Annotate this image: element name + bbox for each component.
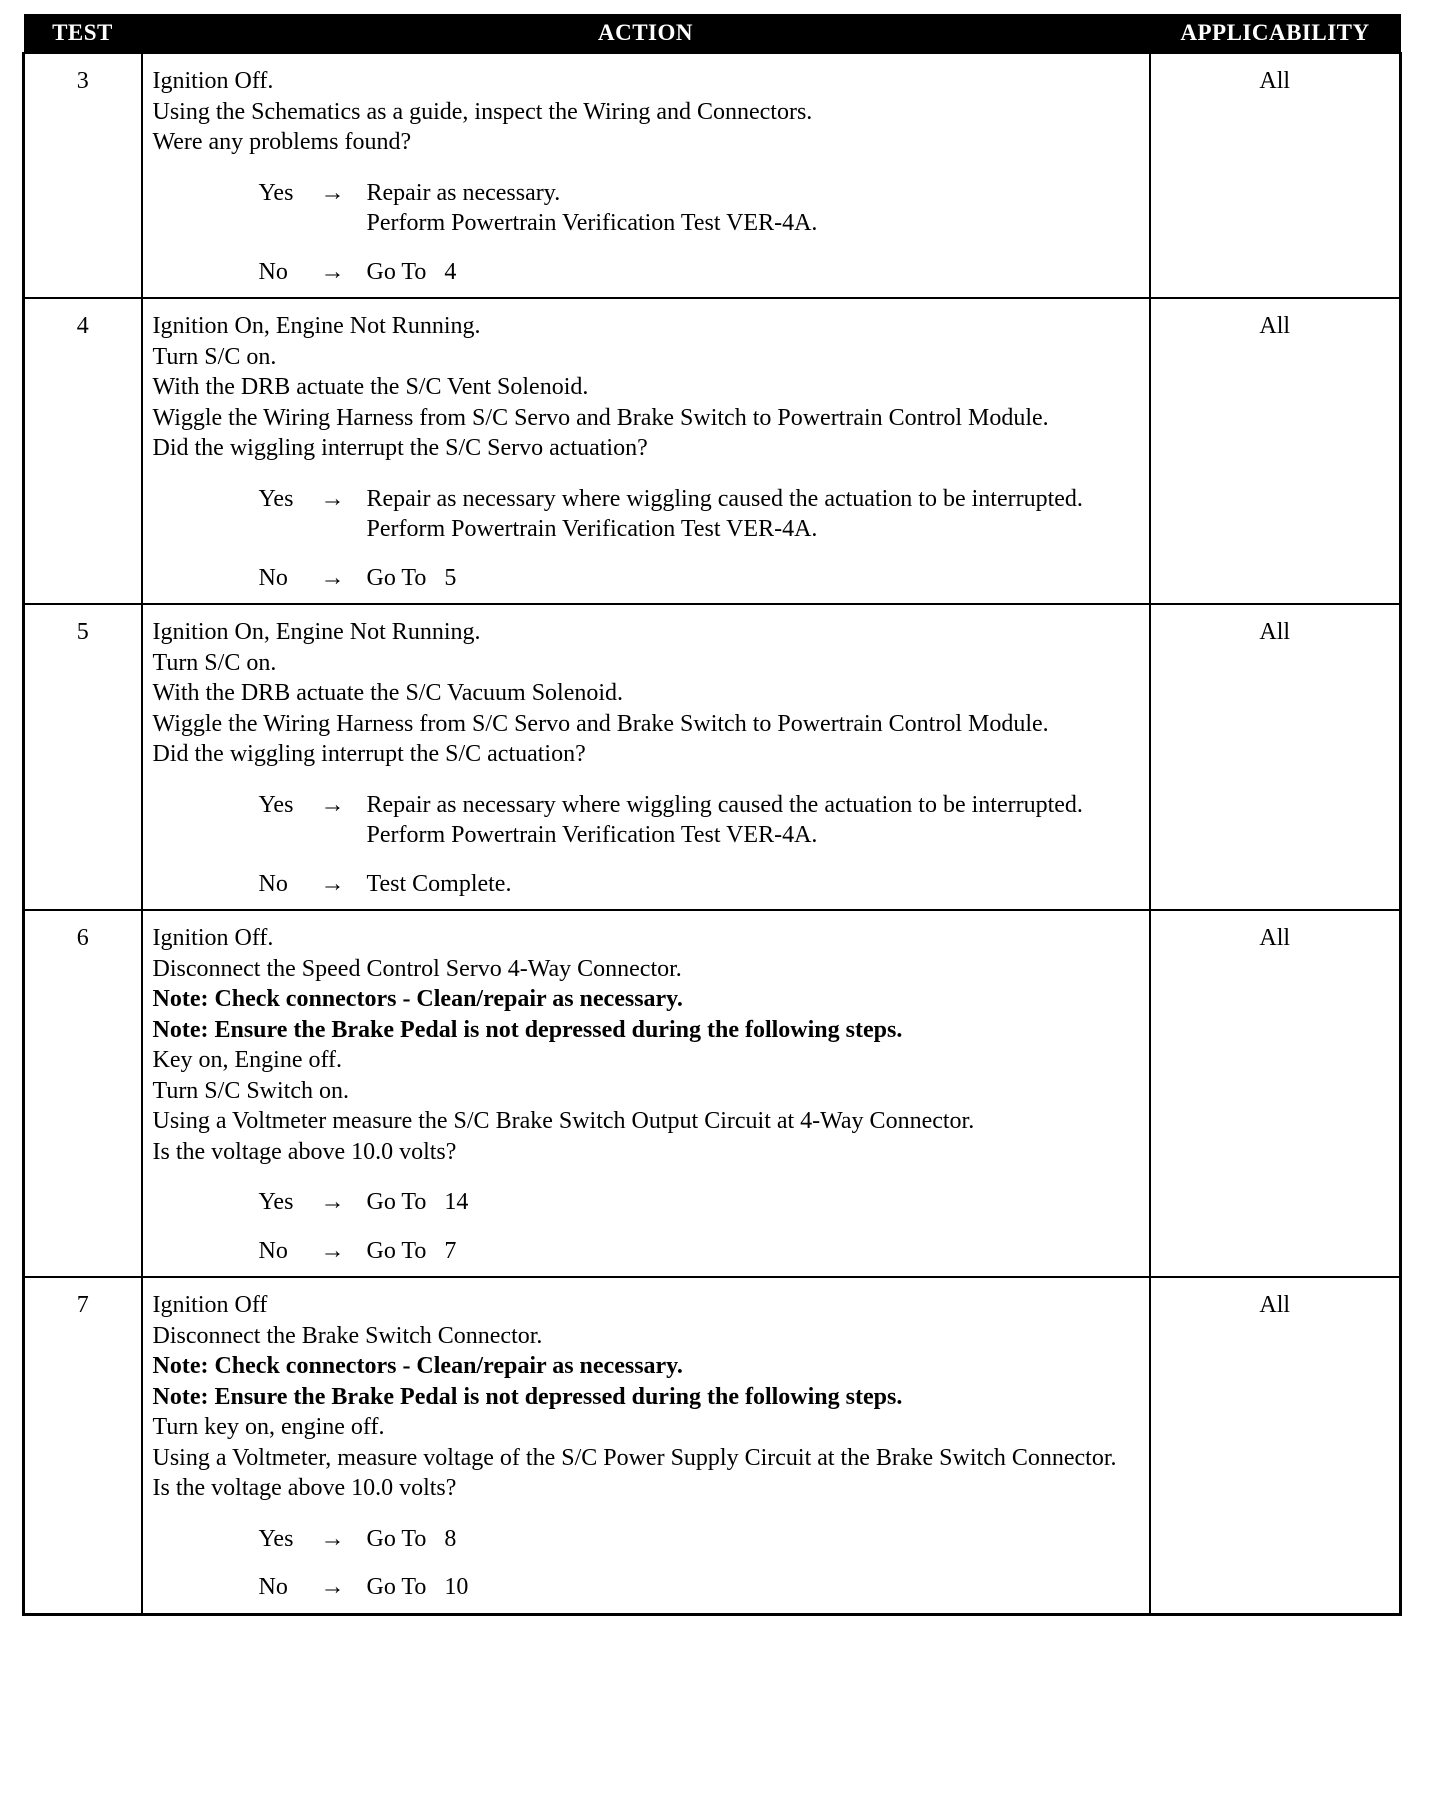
action-step: Ignition Off.: [152, 925, 274, 951]
branch-text: Perform Powertrain Verification Test VER-4A.: [366, 516, 818, 542]
note-text: Note: Ensure the Brake Pedal is not depressed during the following steps.: [152, 1383, 903, 1410]
table-row: [24, 910, 1401, 1277]
test-number: 4: [24, 298, 142, 604]
branch-text: Repair as necessary where wiggling caused the actuation to be interrupted.: [366, 485, 1083, 512]
note-text: Note: Check connectors - Clean/repair as necessary.: [152, 1353, 683, 1379]
applicability-value: All: [1150, 1277, 1401, 1614]
arrow-icon: →: [320, 791, 345, 818]
action-step: Ignition On, Engine Not Running.: [152, 619, 481, 645]
no-branch: [153, 563, 1143, 594]
branch-text: Go To 14: [366, 1189, 469, 1215]
action-step: Key on, Engine off.: [152, 1047, 343, 1073]
table-row: [24, 604, 1401, 910]
action-cell: [142, 910, 1150, 1277]
arrow-icon: →: [320, 1237, 345, 1264]
arrow-icon: →: [320, 870, 345, 897]
action-step: Ignition On, Engine Not Running.: [152, 313, 481, 339]
branch-label: No: [258, 1574, 288, 1600]
action-step: Ignition Off.: [152, 68, 274, 94]
action-cell: [142, 53, 1150, 298]
branch-label: No: [258, 564, 288, 591]
action-step: Were any problems found?: [152, 129, 412, 155]
branch-label: No: [258, 870, 288, 897]
no-branch: [153, 869, 1143, 900]
branch-text: Go To 10: [366, 1574, 469, 1600]
action-step: With the DRB actuate the S/C Vent Solenoid.: [152, 374, 589, 400]
table-row: [24, 298, 1401, 604]
arrow-icon: →: [320, 1574, 345, 1600]
action-step: Did the wiggling interrupt the S/C Servo actuation?: [152, 435, 648, 461]
applicability-value: All: [1150, 53, 1401, 298]
yes-branch: [153, 178, 1143, 239]
branch-instruction: [367, 563, 1143, 594]
table-row: [24, 1277, 1401, 1614]
branch-instruction: [367, 257, 1143, 288]
action-step: Wiggle the Wiring Harness from S/C Servo and Brake Switch to Powertrain Control Module.: [152, 404, 1049, 431]
branch-label: No: [258, 258, 288, 285]
table-body: [24, 53, 1401, 1614]
branch-label: Yes: [258, 179, 294, 206]
branch-text: Go To 8: [366, 1525, 457, 1552]
test-number: 5: [24, 604, 142, 910]
applicability-value: All: [1150, 604, 1401, 910]
note-text: Note: Check connectors - Clean/repair as necessary.: [152, 986, 683, 1012]
applicability-value: All: [1150, 910, 1401, 1277]
branch-label: Yes: [258, 791, 294, 818]
branch-label: Yes: [258, 1525, 294, 1552]
branch-text: Go To 5: [366, 564, 457, 591]
action-step: Ignition Off: [152, 1292, 268, 1318]
branch-instruction: [367, 1236, 1143, 1267]
action-step: Using a Voltmeter, measure voltage of the S/C Power Supply Circuit at the Brake Switch Connector.: [152, 1444, 1117, 1471]
branch-instruction: [367, 1187, 1143, 1218]
action-step: Disconnect the Speed Control Servo 4-Way Connector.: [152, 955, 682, 982]
branch-instruction: [367, 484, 1143, 545]
yes-branch: [153, 484, 1143, 545]
action-step: Is the voltage above 10.0 volts?: [152, 1138, 457, 1165]
branch-label: Yes: [258, 485, 294, 512]
branch-instruction: [367, 790, 1143, 851]
branch-instruction: [367, 869, 1143, 900]
action-step: Turn S/C Switch on.: [152, 1077, 349, 1104]
branch-instruction: [367, 178, 1143, 239]
branch-text: Test Complete.: [366, 870, 512, 897]
action-cell: [142, 1277, 1150, 1614]
test-number: 7: [24, 1277, 142, 1614]
diagnostic-test-table: [22, 14, 1402, 1616]
yes-branch: [153, 1524, 1143, 1555]
branch-label: Yes: [258, 1189, 294, 1215]
action-step: Turn S/C on.: [152, 343, 277, 370]
arrow-icon: →: [320, 1525, 345, 1552]
no-branch: [153, 1236, 1143, 1267]
arrow-icon: →: [320, 179, 345, 206]
table-row: [24, 53, 1401, 298]
test-number: 6: [24, 910, 142, 1277]
table-header-row: [24, 14, 1401, 53]
arrow-icon: →: [320, 258, 345, 285]
header-test: TEST: [24, 14, 142, 53]
action-step: Did the wiggling interrupt the S/C actuation?: [152, 741, 586, 767]
branch-instruction: [367, 1572, 1143, 1603]
branch-text: Go To 7: [366, 1237, 457, 1264]
action-step: Turn key on, engine off.: [152, 1414, 385, 1440]
action-step: Using the Schematics as a guide, inspect the Wiring and Connectors.: [152, 98, 813, 125]
action-step: Wiggle the Wiring Harness from S/C Servo and Brake Switch to Powertrain Control Module.: [152, 710, 1049, 737]
arrow-icon: →: [320, 1189, 345, 1215]
branch-instruction: [367, 1524, 1143, 1555]
note-text: Note: Ensure the Brake Pedal is not depressed during the following steps.: [152, 1016, 903, 1043]
action-step: With the DRB actuate the S/C Vacuum Solenoid.: [152, 680, 624, 706]
action-cell: [142, 604, 1150, 910]
branch-label: No: [258, 1237, 288, 1264]
no-branch: [153, 1572, 1143, 1603]
applicability-value: All: [1150, 298, 1401, 604]
branch-text: Perform Powertrain Verification Test VER-4A.: [366, 210, 818, 236]
arrow-icon: →: [320, 564, 345, 591]
action-cell: [142, 298, 1150, 604]
arrow-icon: →: [320, 485, 345, 512]
action-step: Using a Voltmeter measure the S/C Brake Switch Output Circuit at 4-Way Connector.: [152, 1108, 975, 1134]
action-step: Disconnect the Brake Switch Connector.: [152, 1322, 543, 1349]
branch-text: Repair as necessary where wiggling caused the actuation to be interrupted.: [366, 791, 1083, 818]
no-branch: [153, 257, 1143, 288]
header-applicability: APPLICABILITY: [1150, 14, 1401, 53]
action-step: Is the voltage above 10.0 volts?: [152, 1475, 457, 1501]
branch-text: Go To 4: [366, 258, 457, 285]
yes-branch: [153, 790, 1143, 851]
branch-text: Repair as necessary.: [366, 179, 561, 206]
header-action: ACTION: [142, 14, 1150, 53]
action-step: Turn S/C on.: [152, 649, 277, 676]
branch-text: Perform Powertrain Verification Test VER-4A.: [366, 822, 818, 848]
test-number: 3: [24, 53, 142, 298]
yes-branch: [153, 1187, 1143, 1218]
